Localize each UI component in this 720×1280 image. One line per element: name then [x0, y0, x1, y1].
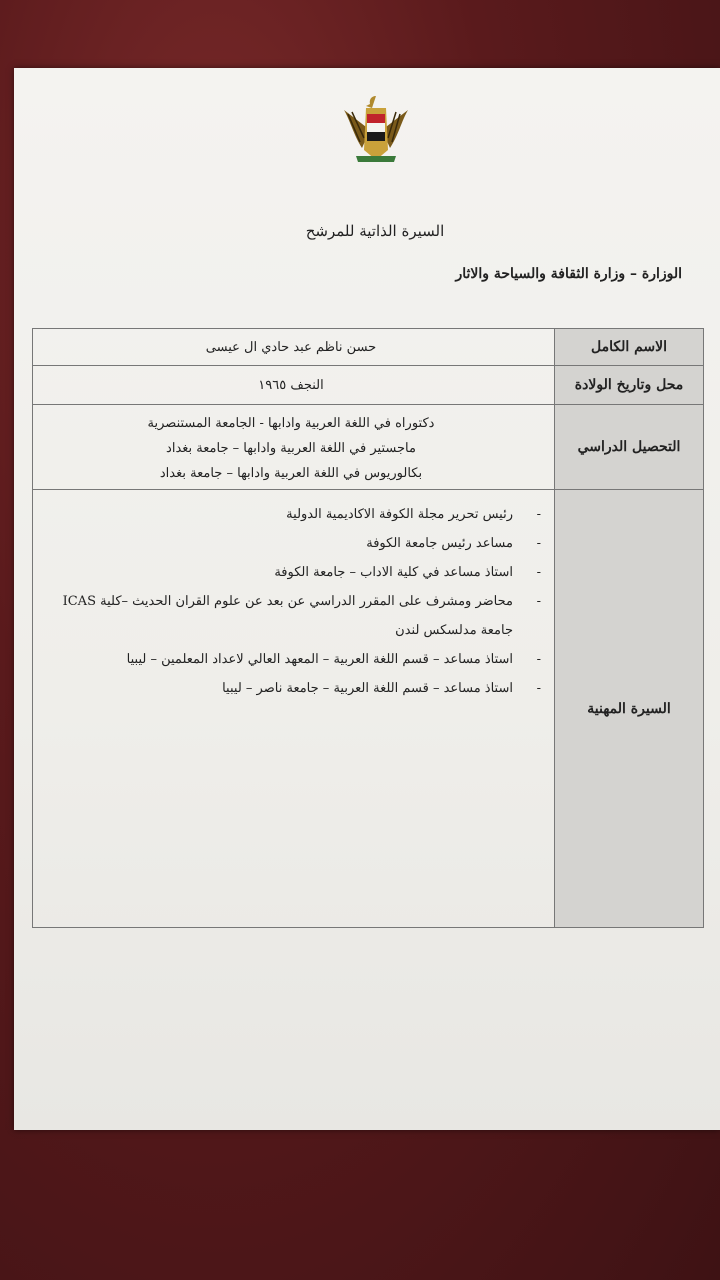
education-line: دكتوراه في اللغة العربية وادابها - الجامعة المستنصرية — [147, 416, 435, 431]
ministry-line: الوزارة – وزارة الثقافة والسياحة والاثار — [455, 266, 682, 282]
list-item: - استاذ مساعد – قسم اللغة العربية – جامعة ناصر – ليبيا — [222, 681, 541, 696]
row-education — [32, 404, 704, 490]
iraq-eagle-emblem — [340, 90, 412, 168]
value-education — [33, 405, 555, 489]
label-career: السيرة المهنية — [554, 490, 703, 927]
list-item: - استاذ مساعد في كلية الاداب – جامعة الكوفة — [274, 565, 541, 580]
value-career — [33, 490, 555, 927]
label-full-name: الاسم الكامل — [554, 329, 703, 365]
list-item: - رئيس تحرير مجلة الكوفة الاكاديمية الدولية — [286, 507, 541, 522]
education-line: ماجستير في اللغة العربية وادابها – جامعة بغداد — [166, 441, 416, 456]
career-list — [41, 500, 541, 703]
value-birth: النجف ١٩٦٥ — [258, 377, 324, 393]
row-full-name — [32, 328, 704, 366]
education-line: بكالوريوس في اللغة العربية وادابها – جامعة بغداد — [159, 466, 423, 481]
row-career — [32, 489, 704, 928]
row-birth — [32, 365, 704, 405]
cv-table — [32, 328, 704, 928]
label-education: التحصيل الدراسي — [554, 405, 703, 489]
list-item: - مساعد رئيس جامعة الكوفة — [366, 536, 541, 551]
document-title: السيرة الذاتية للمرشح — [305, 222, 445, 240]
list-item: - محاضر ومشرف على المقرر الدراسي عن بعد عن علوم القران الحديث –كلية ICAS جامعة مدلسكس لندن — [62, 594, 541, 638]
value-full-name: حسن ناظم عبد حادي ال عيسى — [205, 339, 377, 355]
label-birth: محل وتاريخ الولادة — [554, 366, 703, 404]
list-item: - استاذ مساعد – قسم اللغة العربية – المعهد العالي لاعداد المعلمين – ليبيا — [126, 652, 541, 667]
